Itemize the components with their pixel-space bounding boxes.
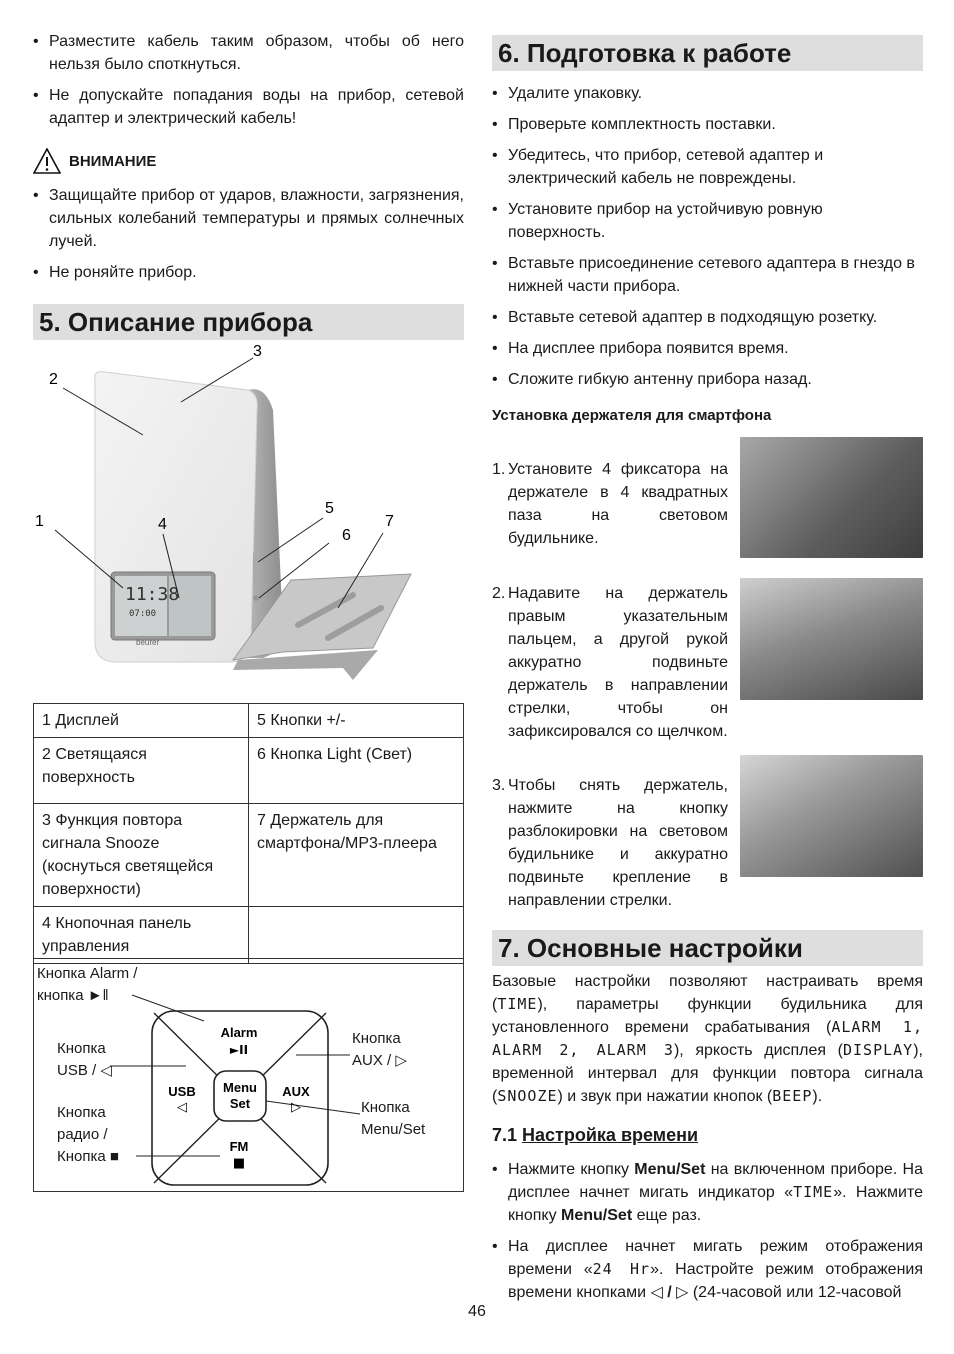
list-item: • Проверьте комплектность поставки. [492, 113, 923, 136]
text: На дисплее начнет мигать режим отображения времени « [508, 1238, 923, 1278]
text: ). [812, 1088, 823, 1105]
text: ) и звук при нажатии кнопок ( [557, 1088, 773, 1105]
prep-list [492, 82, 923, 391]
step-number: 3. [492, 777, 506, 794]
menu-set-button[interactable]: Menu [223, 1080, 257, 1095]
left-column [33, 30, 464, 292]
brand-label: beurer [136, 638, 160, 647]
callout-7: 7 [385, 513, 394, 530]
parts-table [33, 703, 464, 964]
list-item [492, 1235, 923, 1304]
step-number: 1. [492, 461, 506, 478]
step-1 [492, 458, 728, 550]
lcd-code: ALARM 1, ALARM 2, ALARM 3 [492, 1018, 923, 1059]
text: Базовые настройки позволяют настраивать время ( [492, 973, 923, 1013]
step-2-photo [740, 578, 923, 700]
lcd-small: 07:00 [129, 609, 157, 619]
list-item: • Установите прибор на устойчивую ровную поверхность. [492, 198, 923, 244]
callout-5: 5 [325, 500, 334, 517]
table-cell: 6 Кнопка Light (Свет) [249, 738, 464, 804]
lcd-code: 24 Hr [592, 1260, 651, 1278]
list-item: • Разместите кабель таким образом, чтобы об него нельзя было споткнуться. [33, 30, 464, 76]
section-6-title: 6. Подготовка к работе [492, 35, 923, 71]
holder-subheading: Установка держателя для смартфона [492, 407, 772, 424]
label-usb-button: Кнопка USB / ◁ [57, 1040, 112, 1079]
list-item: • Не допускайте попадания воды на прибор, сетевой адаптер и электрический кабель! [33, 84, 464, 130]
menu-set-button-line2: Set [229, 1096, 251, 1111]
usb-button[interactable]: USB [168, 1084, 196, 1099]
table-cell: 3 Функция повтора сигнала Snooze (коснуться светящейся поверхности) [34, 804, 249, 907]
lcd-code: TIME [497, 995, 538, 1013]
table-row [34, 804, 464, 907]
table-row [34, 907, 464, 964]
warning-triangle-icon [33, 148, 61, 174]
list-item: • На дисплее прибора появится время. [492, 337, 923, 360]
control-panel-diagram [33, 958, 464, 1192]
prep-section [492, 82, 923, 399]
step-text: Установите 4 фиксатора на держателе в 4 квадратных паза на световом будильнике. [508, 461, 728, 547]
step-1-photo [740, 437, 923, 558]
label-aux-button: Кнопка AUX / ▷ [352, 1030, 407, 1069]
lcd-code: BEEP [772, 1087, 813, 1105]
step-text: Чтобы снять держатель, нажмите на кнопку разблокировки на световом будильнике и аккуратно подвиньте крепление в направлении стрелки. [508, 777, 728, 909]
arrow-buttons-icon: ◁ / ▷ [650, 1284, 689, 1301]
callout-2: 2 [49, 371, 58, 388]
text: ), временной интервал для функции повтора сигнала ( [492, 1042, 923, 1105]
text: ». Настройте режим отображения времени кнопками [508, 1261, 924, 1301]
text: (24-часовой или 12-часовой [688, 1284, 902, 1301]
table-cell: 1 Дисплей [34, 704, 249, 738]
page-number: 46 [468, 1303, 486, 1320]
callout-4: 4 [158, 516, 167, 533]
table-cell [249, 907, 464, 964]
keypad [34, 959, 463, 1191]
section-7-title: 7. Основные настройки [492, 930, 923, 966]
table-row [34, 704, 464, 738]
text: Нажмите кнопку [508, 1161, 635, 1178]
subsection-7-1 [492, 1124, 698, 1147]
list-item: • Убедитесь, что прибор, сетевой адаптер и электрический кабель не повреждены. [492, 144, 923, 190]
text: ), параметры функции будильника для установленного времени срабатывания ( [492, 996, 923, 1036]
table-row [34, 738, 464, 804]
section-5-title: 5. Описание прибора [33, 304, 464, 340]
table-cell: 7 Держатель для смартфона/MP3-плеера [249, 804, 464, 907]
callout-3: 3 [253, 343, 262, 360]
alarm-button[interactable]: Alarm [220, 1025, 258, 1040]
warning-list [33, 184, 464, 284]
table-cell: 4 Кнопочная панель управления [34, 907, 249, 964]
table-cell: 5 Кнопки +/- [249, 704, 464, 738]
label-radio-button: Кнопка радио / Кнопка ■ [57, 1104, 119, 1165]
callout-1: 1 [35, 513, 44, 530]
fm-button[interactable]: FM [229, 1139, 249, 1154]
step-3-photo [740, 755, 923, 877]
button-name: Menu/Set [561, 1207, 633, 1224]
lcd-time: 11:38 [125, 584, 180, 605]
lcd-code: DISPLAY [843, 1041, 914, 1059]
list-item: • Не роняйте прибор. [33, 261, 464, 284]
list-item: • Сложите гибкую антенну прибора назад. [492, 368, 923, 391]
step-2 [492, 582, 728, 743]
stop-square-icon: ■ [232, 1156, 246, 1171]
list-item: • Удалите упаковку. [492, 82, 923, 105]
list-item: • Защищайте прибор от ударов, влажности, загрязнения, сильных колебаний температуры и прямых солнечных лучей. [33, 184, 464, 253]
list-item: • Вставьте присоединение сетевого адаптера в гнездо в нижней части прибора. [492, 252, 923, 298]
step-text: Надавите на держатель правым указательным пальцем, а другой рукой аккуратно подвиньте держатель в направлении стрелки, чтобы он зафиксировался со щелчком. [508, 585, 728, 740]
list-item [492, 1158, 923, 1227]
warning-label: ВНИМАНИЕ [69, 152, 157, 170]
subsection-number: 7.1 [492, 1125, 523, 1145]
lcd-code: TIME [793, 1183, 834, 1201]
callout-6: 6 [342, 527, 351, 544]
section-7-intro [492, 970, 923, 1108]
button-name: Menu/Set [634, 1161, 706, 1178]
table-cell: 2 Светящаяся поверхность [34, 738, 249, 804]
step-3 [492, 774, 728, 912]
text: еще раз. [632, 1207, 702, 1224]
label-alarm-button: Кнопка Alarm / кнопка ►‖ [37, 965, 138, 1004]
list-item: • Вставьте сетевой адаптер в подходящую розетку. [492, 306, 923, 329]
step-number: 2. [492, 585, 506, 602]
text: на включенном приборе. На дисплее начнет мигать индикатор « [508, 1161, 923, 1201]
device-illustration [33, 340, 464, 695]
time-setting-list [492, 1158, 923, 1312]
aux-button[interactable]: AUX [282, 1084, 310, 1099]
label-menu-button: Кнопка Menu/Set [361, 1099, 426, 1138]
warning-heading [33, 148, 464, 174]
right-triangle-icon: ▷ [291, 1100, 301, 1115]
safety-list [33, 30, 464, 130]
lcd-code: SNOOZE [497, 1087, 558, 1105]
subsection-title: Настройка времени [522, 1125, 699, 1145]
text: ), яркость дисплея ( [673, 1042, 843, 1059]
left-triangle-icon: ◁ [177, 1100, 187, 1115]
play-pause-icon: ►II [229, 1043, 249, 1057]
text: ». Нажмите кнопку [508, 1184, 923, 1224]
